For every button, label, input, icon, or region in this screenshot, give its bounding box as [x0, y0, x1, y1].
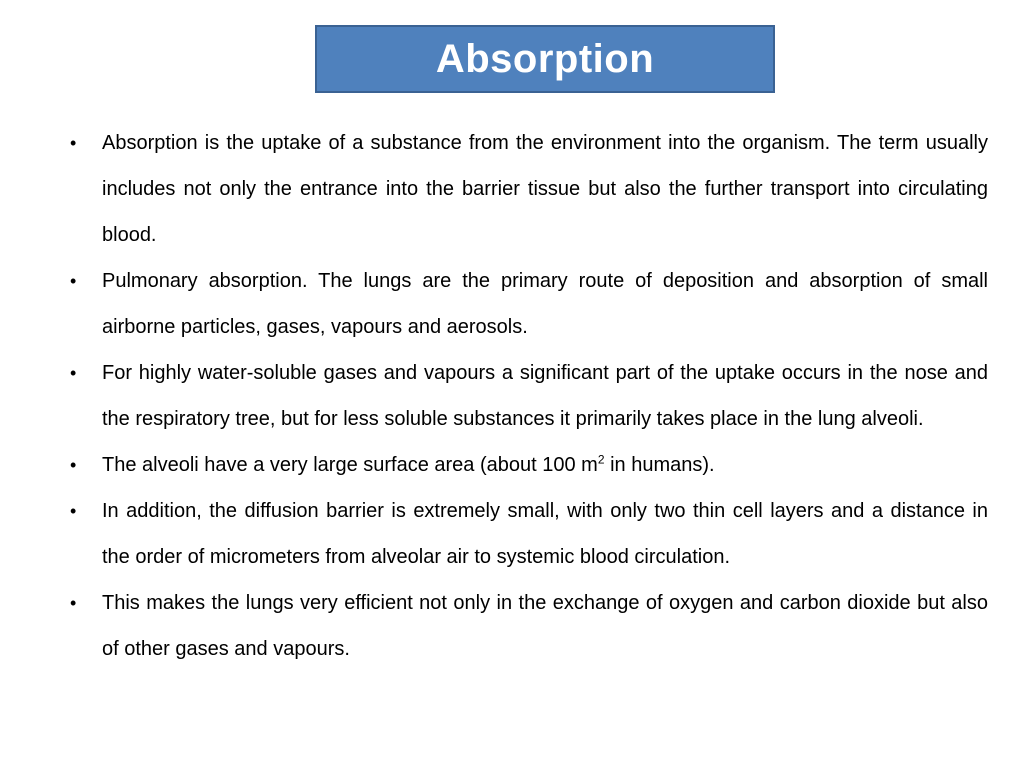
bullet-dot-icon: • — [70, 363, 77, 383]
bullet-text-after: in humans). — [604, 454, 715, 476]
title-box — [315, 25, 775, 93]
bullet-dot-icon: • — [70, 455, 77, 475]
bullet-item — [64, 350, 988, 442]
bullet-dot-icon: • — [70, 133, 77, 153]
bullet-item — [64, 258, 988, 350]
bullet-item — [64, 442, 988, 488]
superscript: 2 — [597, 452, 605, 467]
bullet-item — [64, 580, 988, 672]
bullet-dot-icon: • — [70, 501, 77, 521]
bullet-text: Pulmonary absorption. The lungs are the primary route of deposition and absorption of small airborne particles, gases, vapours and aerosols. — [102, 270, 988, 338]
bullet-dot-icon: • — [70, 593, 77, 613]
bullet-text-before: The alveoli have a very large surface area (about 100 m — [102, 454, 598, 476]
bullet-text: Absorption is the uptake of a substance from the environment into the organism. The term usually includes not only the entrance into the barrier tissue but also the further transport into circulating blood. — [102, 132, 988, 246]
bullet-text: This makes the lungs very efficient not only in the exchange of oxygen and carbon dioxide but also of other gases and vapours. — [102, 592, 988, 660]
bullet-item — [64, 120, 988, 258]
bullet-list — [64, 120, 988, 672]
slide-title: Absorption — [435, 36, 655, 81]
bullet-dot-icon: • — [70, 271, 77, 291]
bullet-text: In addition, the diffusion barrier is extremely small, with only two thin cell layers and a distance in the order of micrometers from alveolar air to systemic blood circulation. — [102, 500, 988, 568]
bullet-item — [64, 488, 988, 580]
bullet-text: For highly water-soluble gases and vapours a significant part of the uptake occurs in the nose and the respiratory tree, but for less soluble substances it primarily takes place in the lung alveoli. — [102, 362, 988, 430]
